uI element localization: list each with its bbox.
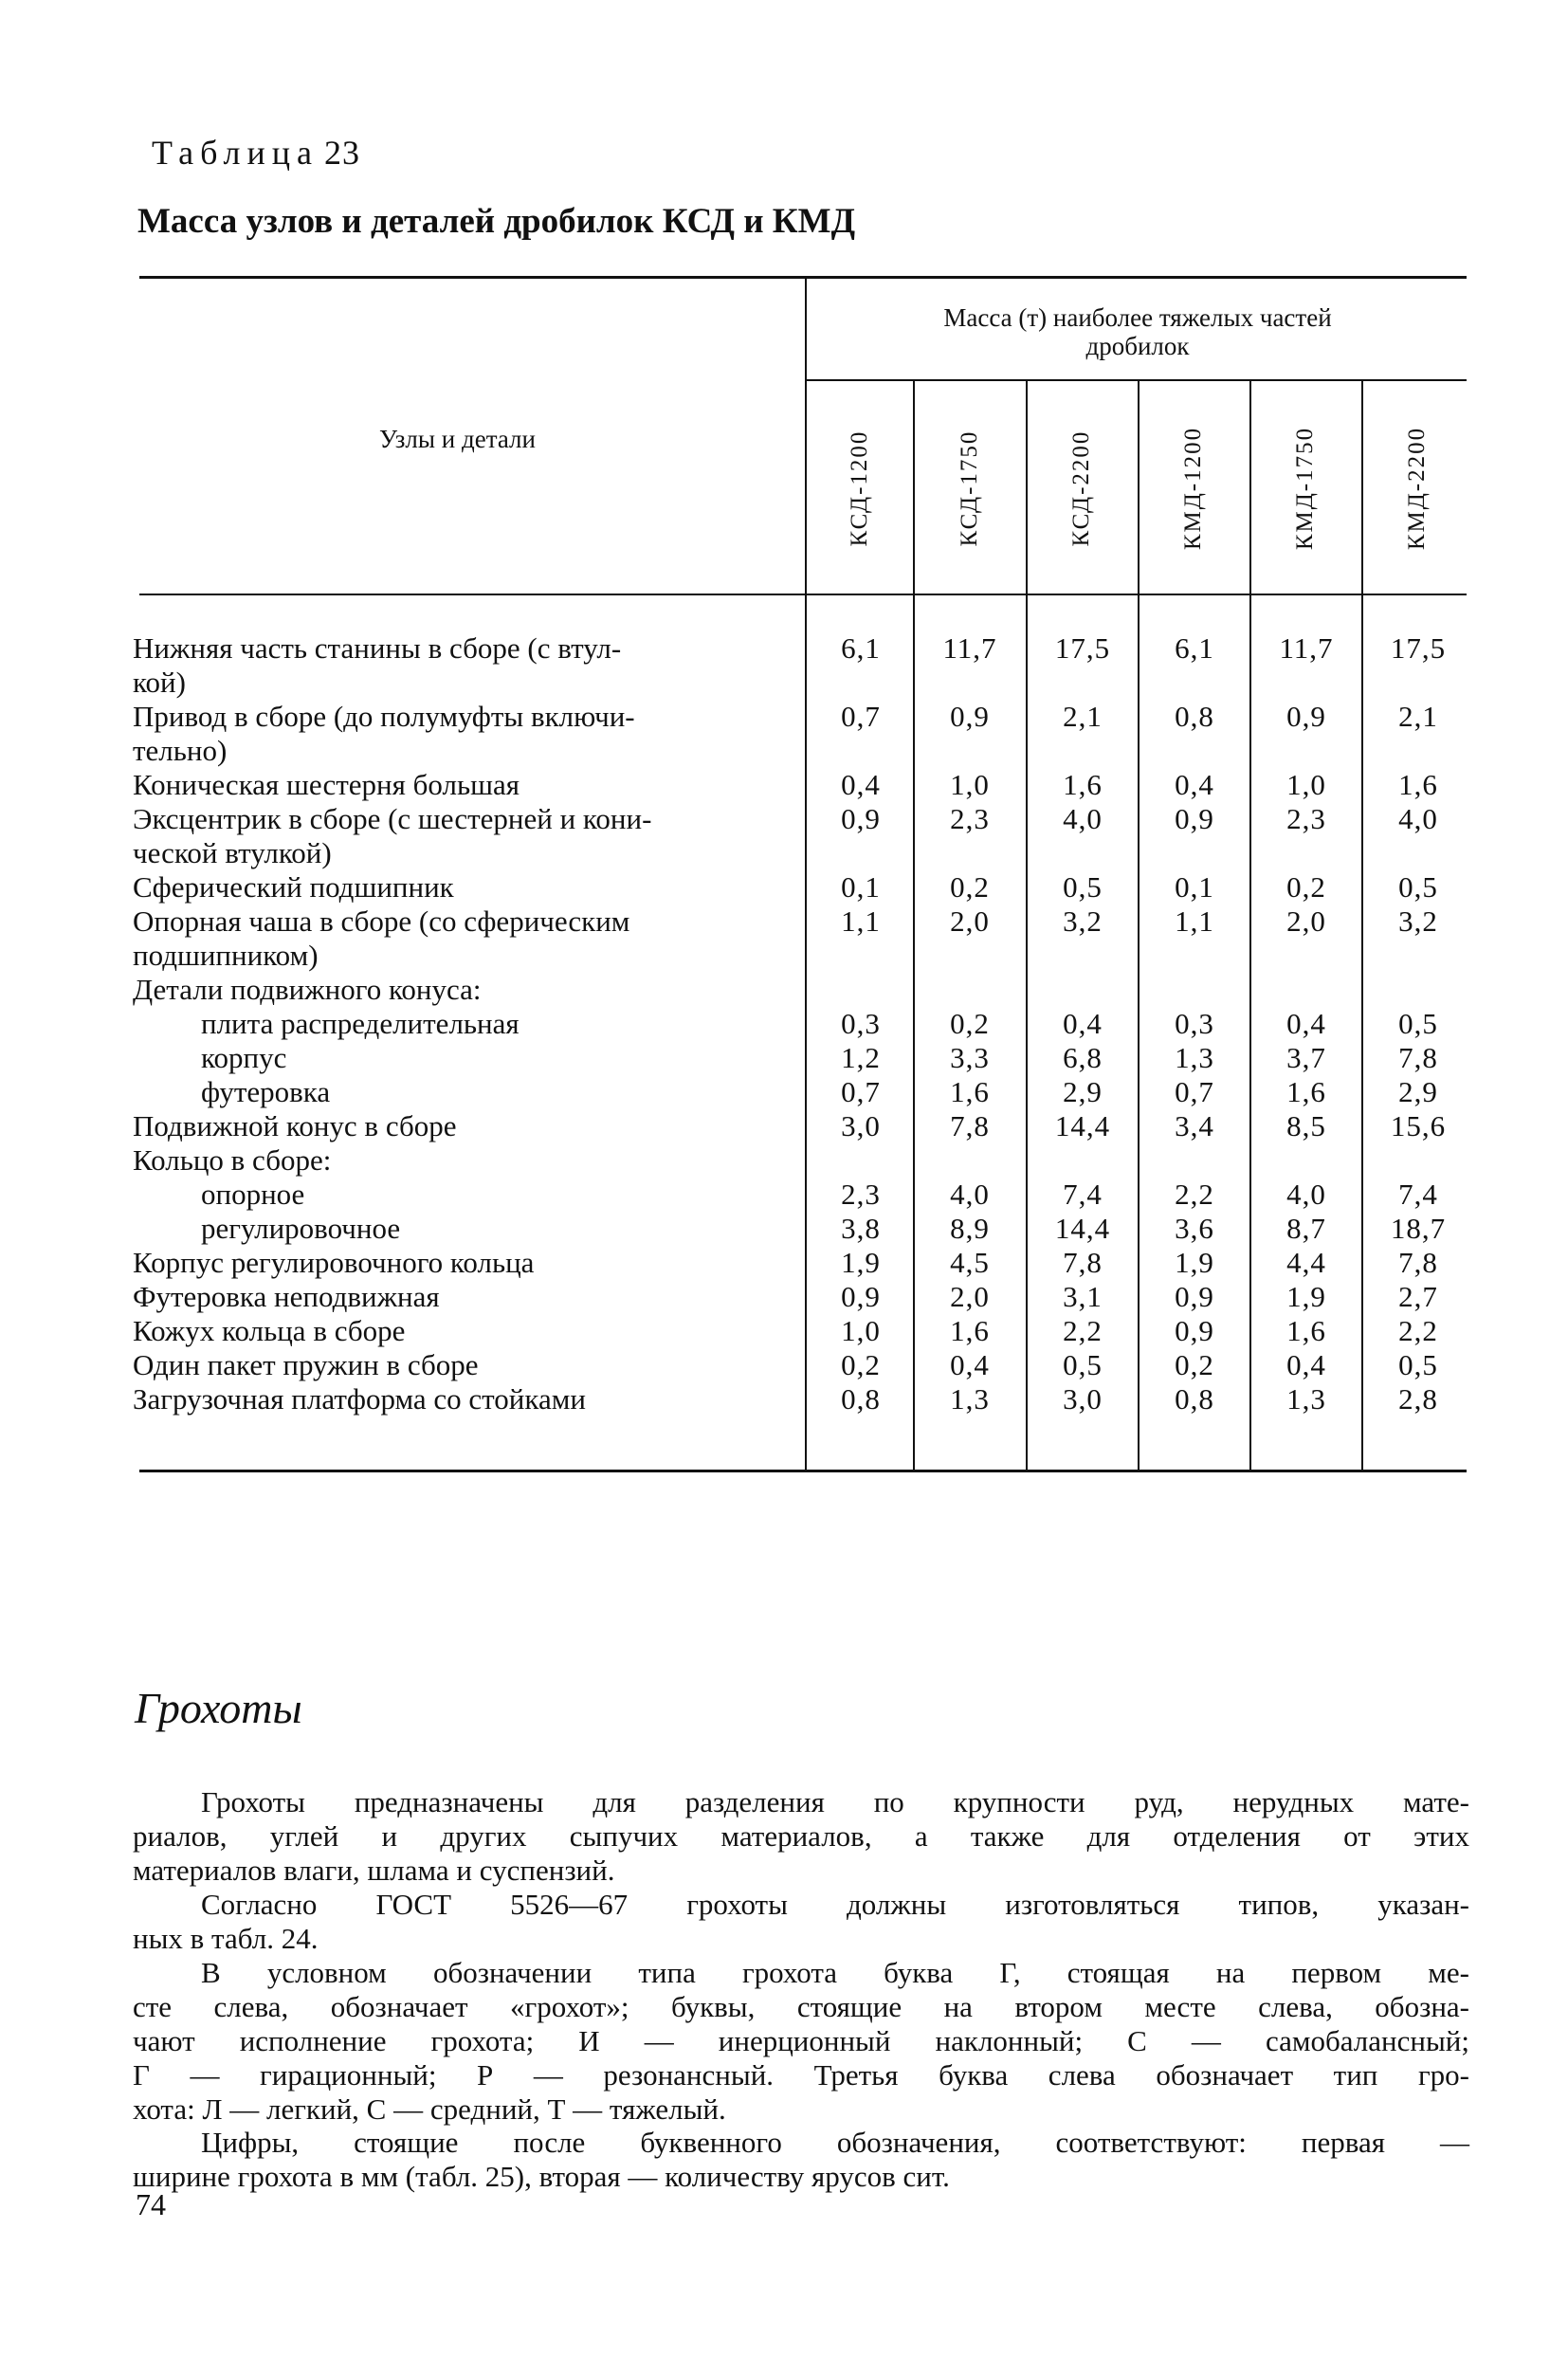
row-label: Привод в сборе (до полумуфты включи- (133, 700, 635, 733)
cell-value: 4,0 (1063, 802, 1103, 835)
paragraph-line: ширине грохота в мм (табл. 25), вторая — количеству ярусов сит. (133, 2160, 950, 2193)
cell-value: 2,8 (1398, 1382, 1438, 1416)
row-label: Сферический подшипник (133, 870, 454, 904)
row-label: Кольцо в сборе: (133, 1143, 332, 1177)
table-row (133, 1143, 1479, 1178)
cell-value: 3,6 (1175, 1212, 1214, 1245)
cell-value: 0,3 (1175, 1007, 1214, 1040)
cell-value: 3,7 (1286, 1041, 1326, 1074)
cell-value: 3,2 (1398, 904, 1438, 938)
row-label: Нижняя часть станины в сборе (с втул- (133, 631, 622, 665)
cell-value: 2,9 (1063, 1075, 1103, 1108)
cell-value: 3,0 (1063, 1382, 1103, 1416)
paragraph (133, 1888, 1469, 1956)
cell-value: 2,9 (1398, 1075, 1438, 1108)
row-label: Эксцентрик в сборе (с шестерней и кони- (133, 802, 652, 835)
row-label: Корпус регулировочного кольца (133, 1246, 535, 1279)
cell-value: 6,1 (841, 631, 881, 665)
cell-value: 2,7 (1398, 1280, 1438, 1313)
column-header: КСД-1750 (957, 429, 982, 547)
cell-value: 0,2 (1175, 1348, 1214, 1381)
group-header (815, 303, 1460, 360)
table-title: Масса узлов и деталей дробилок КСД и КМД (137, 202, 856, 241)
cell-value: 6,8 (1063, 1041, 1103, 1074)
row-label: регулировочное (201, 1212, 401, 1245)
table-bottom-rule (139, 1470, 1467, 1472)
cell-value: 1,9 (1286, 1280, 1326, 1313)
row-label: корпус (201, 1041, 287, 1074)
table-row (133, 1212, 1479, 1246)
row-label: Коническая шестерня большая (133, 768, 520, 801)
cell-value: 0,7 (841, 700, 881, 733)
table-row (133, 870, 1479, 904)
table-row (133, 802, 1479, 836)
cell-value: 7,8 (1398, 1246, 1438, 1279)
row-label: Детали подвижного конуса: (133, 973, 482, 1006)
table-row (133, 836, 1479, 870)
cell-value: 2,1 (1398, 700, 1438, 733)
cell-value: 3,8 (841, 1212, 881, 1245)
cell-value: 0,3 (841, 1007, 881, 1040)
cell-value: 0,5 (1063, 870, 1103, 904)
cell-value: 17,5 (1390, 631, 1447, 665)
cell-value: 7,8 (1398, 1041, 1438, 1074)
cell-value: 4,0 (950, 1178, 990, 1211)
cell-value: 2,3 (950, 802, 990, 835)
cell-value: 2,3 (1286, 802, 1326, 835)
paragraph-line: ных в табл. 24. (133, 1922, 319, 1955)
cell-value: 1,2 (841, 1041, 881, 1074)
table-row (133, 666, 1479, 700)
row-label: Подвижной конус в сборе (133, 1109, 457, 1142)
cell-value: 0,4 (950, 1348, 990, 1381)
cell-value: 0,4 (1286, 1348, 1326, 1381)
row-header: Узлы и детали (379, 425, 536, 453)
row-label: подшипником) (133, 939, 319, 972)
row-label: Кожух кольца в сборе (133, 1314, 406, 1347)
table-row (133, 1075, 1479, 1109)
table-caption-word: Таблица (152, 134, 319, 172)
cell-value: 7,8 (950, 1109, 990, 1142)
cell-value: 1,1 (1175, 904, 1214, 938)
paragraph (133, 1785, 1469, 1888)
table-header-rule (139, 594, 1467, 595)
cell-value: 1,0 (950, 768, 990, 801)
table-row (133, 734, 1479, 768)
section-title: Грохоты (135, 1684, 302, 1732)
cell-value: 0,2 (1286, 870, 1326, 904)
cell-value: 4,0 (1398, 802, 1438, 835)
cell-value: 1,6 (950, 1314, 990, 1347)
cell-value: 0,9 (1175, 802, 1214, 835)
cell-value: 14,4 (1054, 1109, 1111, 1142)
cell-value: 1,3 (950, 1382, 990, 1416)
cell-value: 0,8 (841, 1382, 881, 1416)
cell-value: 0,5 (1398, 1007, 1438, 1040)
cell-value: 0,9 (950, 700, 990, 733)
paragraph-line: Грохоты предназначены для разделения по крупности руд, нерудных мате- (201, 1785, 1469, 1818)
cell-value: 2,0 (950, 904, 990, 938)
table-row (133, 1109, 1479, 1143)
cell-value: 0,4 (1175, 768, 1214, 801)
cell-value: 1,3 (1286, 1382, 1326, 1416)
cell-value: 1,0 (1286, 768, 1326, 801)
table-row (133, 939, 1479, 973)
cell-value: 1,3 (1175, 1041, 1214, 1074)
cell-value: 1,6 (1286, 1075, 1326, 1108)
cell-value: 17,5 (1054, 631, 1111, 665)
row-label: плита распределительная (201, 1007, 520, 1040)
paragraph (133, 2126, 1469, 2194)
paragraph-line: хота: Л — легкий, С — средний, Т — тяжелый. (133, 2092, 726, 2126)
paragraph-line: Согласно ГОСТ 5526—67 грохоты должны изготовляться типов, указан- (201, 1888, 1469, 1921)
cell-value: 0,8 (1175, 1382, 1214, 1416)
cell-value: 2,0 (1286, 904, 1326, 938)
table-row (133, 1246, 1479, 1280)
row-label: ческой втулкой) (133, 836, 332, 869)
cell-value: 2,3 (841, 1178, 881, 1211)
column-header: КМД-1200 (1180, 426, 1206, 551)
row-label: Футеровка неподвижная (133, 1280, 440, 1313)
cell-value: 0,5 (1398, 1348, 1438, 1381)
column-header: КСД-1200 (847, 429, 872, 547)
row-label: тельно) (133, 734, 228, 767)
table-row (133, 904, 1479, 939)
cell-value: 0,7 (1175, 1075, 1214, 1108)
cell-value: 1,6 (1063, 768, 1103, 801)
cell-value: 11,7 (1279, 631, 1334, 665)
cell-value: 0,5 (1063, 1348, 1103, 1381)
cell-value: 4,0 (1286, 1178, 1326, 1211)
row-label: кой) (133, 666, 186, 699)
table-row (133, 768, 1479, 802)
cell-value: 1,9 (1175, 1246, 1214, 1279)
table-top-rule (139, 276, 1467, 279)
cell-value: 1,1 (841, 904, 881, 938)
paragraph-line: чают исполнение грохота; И — инерционный наклонный; С — самобалансный; (133, 2024, 1469, 2057)
cell-value: 2,1 (1063, 700, 1103, 733)
paragraph-line: В условном обозначении типа грохота буква Г, стоящая на первом ме- (201, 1956, 1469, 1989)
table-body (133, 631, 1479, 1416)
table-row (133, 1007, 1479, 1041)
cell-value: 6,1 (1175, 631, 1214, 665)
cell-value: 4,5 (950, 1246, 990, 1279)
group-header-line-1: Масса (т) наиболее тяжелых частей (943, 303, 1332, 332)
cell-value: 0,2 (950, 870, 990, 904)
cell-value: 4,4 (1286, 1246, 1326, 1279)
cell-value: 14,4 (1054, 1212, 1111, 1245)
table-row (133, 700, 1479, 734)
cell-value: 11,7 (942, 631, 997, 665)
cell-value: 1,9 (841, 1246, 881, 1279)
cell-value: 2,2 (1175, 1178, 1214, 1211)
cell-value: 2,2 (1063, 1314, 1103, 1347)
column-header: КМД-1750 (1292, 426, 1318, 551)
paragraph-line: Г — гирационный; Р — резонансный. Третья буква слева обозначает тип гро- (133, 2058, 1469, 2092)
row-label: футеровка (201, 1075, 331, 1108)
group-header-rule (807, 379, 1467, 381)
cell-value: 0,9 (841, 802, 881, 835)
cell-value: 8,9 (950, 1212, 990, 1245)
table-number: 23 (323, 134, 360, 172)
cell-value: 0,9 (1286, 700, 1326, 733)
row-label: Опорная чаша в сборе (со сферическим (133, 904, 630, 938)
table-row (133, 1348, 1479, 1382)
cell-value: 8,5 (1286, 1109, 1326, 1142)
cell-value: 1,6 (1286, 1314, 1326, 1347)
table-row (133, 1280, 1479, 1314)
paragraph (133, 1956, 1469, 2127)
cell-value: 3,3 (950, 1041, 990, 1074)
cell-value: 15,6 (1390, 1109, 1447, 1142)
cell-value: 0,4 (841, 768, 881, 801)
cell-value: 7,8 (1063, 1246, 1103, 1279)
table-row (133, 973, 1479, 1007)
cell-value: 7,4 (1063, 1178, 1103, 1211)
cell-value: 2,0 (950, 1280, 990, 1313)
cell-value: 7,4 (1398, 1178, 1438, 1211)
row-label: Один пакет пружин в сборе (133, 1348, 479, 1381)
cell-value: 0,9 (841, 1280, 881, 1313)
cell-value: 3,1 (1063, 1280, 1103, 1313)
cell-value: 0,7 (841, 1075, 881, 1108)
cell-value: 0,5 (1398, 870, 1438, 904)
paragraph-line: риалов, углей и других сыпучих материалов, а также для отделения от этих (133, 1819, 1469, 1853)
cell-value: 0,8 (1175, 700, 1214, 733)
row-label: опорное (201, 1178, 305, 1211)
table-row (133, 631, 1479, 666)
cell-value: 0,1 (841, 870, 881, 904)
table-row (133, 1314, 1479, 1348)
cell-value: 1,6 (950, 1075, 990, 1108)
page-number: 74 (136, 2187, 166, 2221)
paragraph-line: сте слева, обозначает «грохот»; буквы, стоящие на втором месте слева, обозна- (133, 1990, 1469, 2023)
cell-value: 0,1 (1175, 870, 1214, 904)
cell-value: 3,4 (1175, 1109, 1214, 1142)
cell-value: 0,4 (1286, 1007, 1326, 1040)
cell-value: 1,6 (1398, 768, 1438, 801)
cell-value: 0,2 (950, 1007, 990, 1040)
cell-value: 3,0 (841, 1109, 881, 1142)
cell-value: 3,2 (1063, 904, 1103, 938)
table-row (133, 1382, 1479, 1416)
cell-value: 0,4 (1063, 1007, 1103, 1040)
row-label: Загрузочная платформа со стойками (133, 1382, 586, 1416)
group-header-line-2: дробилок (1085, 332, 1190, 360)
column-header: КСД-2200 (1068, 429, 1094, 547)
table-row (133, 1041, 1479, 1075)
cell-value: 8,7 (1286, 1212, 1326, 1245)
paragraph-line: материалов влаги, шлама и суспензий. (133, 1854, 615, 1887)
column-header: КМД-2200 (1404, 426, 1430, 551)
cell-value: 0,2 (841, 1348, 881, 1381)
cell-value: 0,9 (1175, 1314, 1214, 1347)
cell-value: 18,7 (1390, 1212, 1447, 1245)
cell-value: 0,9 (1175, 1280, 1214, 1313)
table-row (133, 1178, 1479, 1212)
table-caption (152, 133, 360, 173)
cell-value: 1,0 (841, 1314, 881, 1347)
cell-value: 2,2 (1398, 1314, 1438, 1347)
paragraph-line: Цифры, стоящие после буквенного обозначения, соответствуют: первая — (201, 2126, 1469, 2159)
